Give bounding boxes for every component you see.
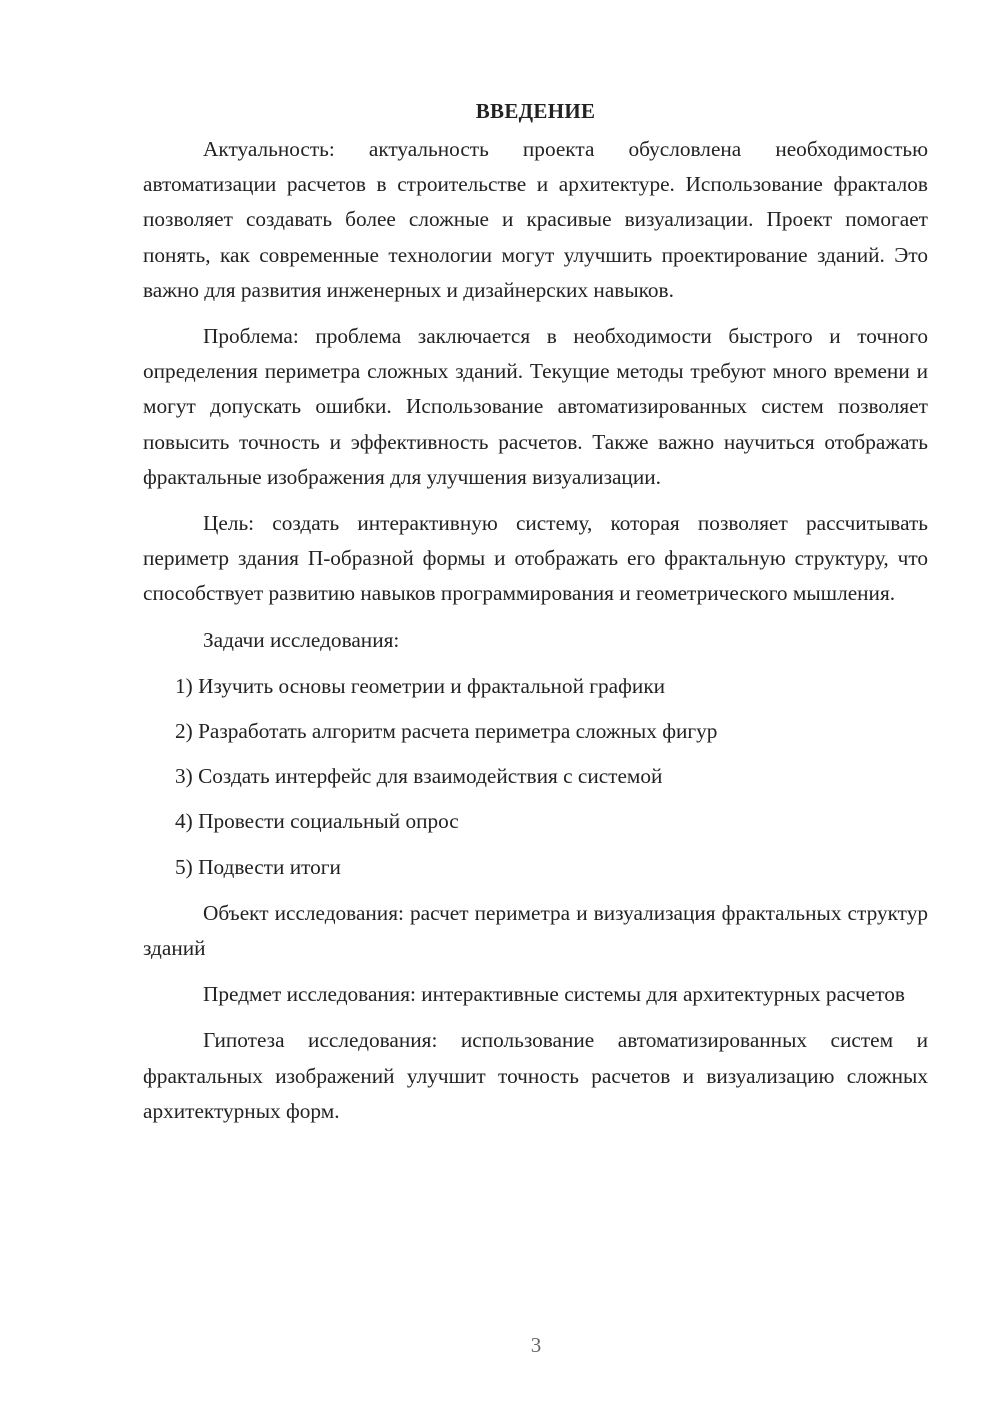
paragraph-hypothesis: Гипотеза исследования: использование автоматизированных систем и фрактальных изображений улучшит точность расчетов и визуализацию сложных архитектурных форм. — [143, 1028, 928, 1123]
list-item: 5) Подвести итоги — [175, 854, 341, 879]
paragraph-subject: Предмет исследования: интерактивные системы для архитектурных расчетов — [203, 982, 905, 1007]
list-item: 3) Создать интерфейс для взаимодействия с системой — [175, 764, 663, 789]
task-list — [143, 669, 928, 885]
tasks-heading: Задачи исследования: — [203, 627, 400, 652]
paragraph-goal: Цель: создать интерактивную систему, которая позволяет рассчитывать периметр здания П-образной формы и отображать его фрактальную структуру, что способствует развитию навыков программирования и геометрического мышления. — [143, 511, 928, 606]
list-item: 4) Провести социальный опрос — [175, 809, 459, 834]
page-title: ВВЕДЕНИЕ — [475, 99, 596, 123]
list-item: 2) Разработать алгоритм расчета периметра сложных фигур — [175, 719, 718, 744]
paragraph-relevance: Актуальность: актуальность проекта обусловлена необходимостью автоматизации расчетов в строительстве и архитектуре. Использование фракталов позволяет создавать более сложные и красивые визуализации. Проект помогает понять, как современные технологии могут улучшить проектирование зданий. Это важно для развития инженерных и дизайнерских навыков. — [143, 137, 928, 302]
page-content — [143, 96, 928, 1140]
paragraph-object: Объект исследования: расчет периметра и визуализация фрактальных структур зданий — [143, 900, 928, 961]
page-number: 3 — [530, 1333, 542, 1357]
list-item: 1) Изучить основы геометрии и фрактальной графики — [175, 673, 666, 698]
paragraph-problem: Проблема: проблема заключается в необходимости быстрого и точного определения периметра сложных зданий. Текущие методы требуют много времени и могут допускать ошибки. Использование автоматизированных систем позволяет повысить точность и эффективность расчетов. Также важно научиться отображать фрактальные изображения для улучшения визуализации. — [143, 324, 928, 489]
